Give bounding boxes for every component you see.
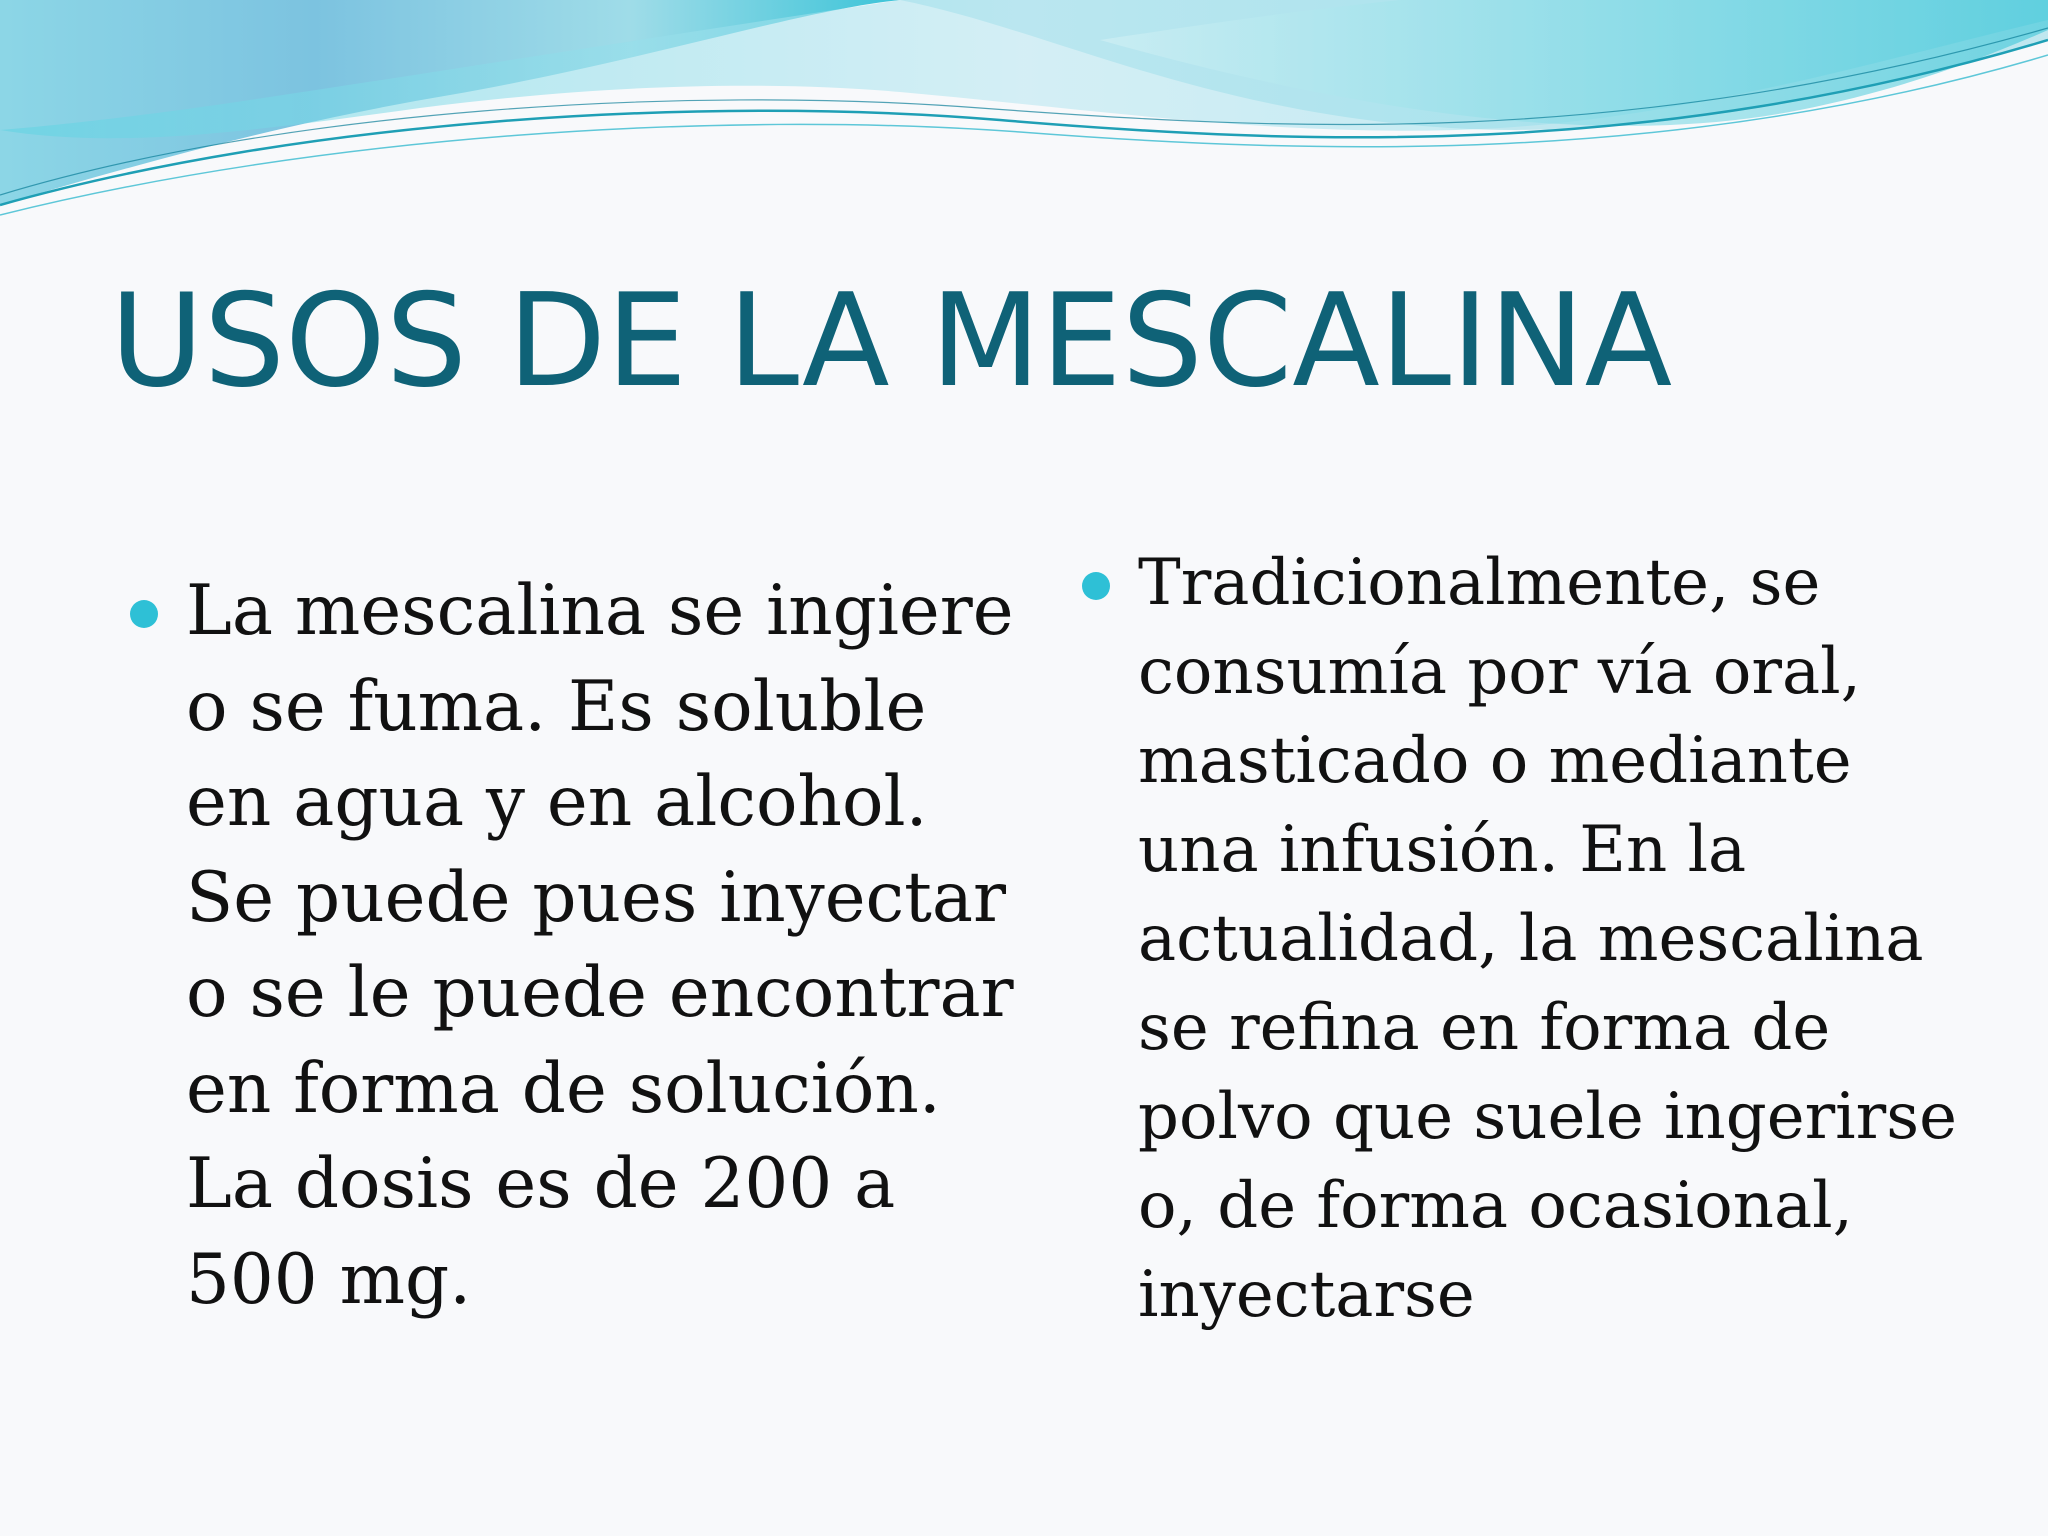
text-line: en forma de solución. [186,1048,941,1129]
text-line: 500 mg. [186,1239,472,1320]
bullet-text-left [186,564,1014,1328]
text-line: masticado o mediante [1138,724,1852,798]
text-line: Tradicionalmente, se [1138,546,1821,620]
text-line: inyectarse [1138,1258,1475,1332]
bullet-marker [130,600,158,628]
wave-header-decoration [0,0,2048,240]
text-line: La dosis es de 200 a [186,1144,896,1224]
text-line: o, de forma ocasional, [1138,1169,1853,1243]
bullet-text-right [1138,539,1998,1340]
text-line: consumía por vía oral, [1138,635,1861,709]
text-line: una infusión. En la [1138,813,1747,887]
text-line: actualidad, la mescalina [1138,902,1924,976]
text-line: Se puede pues inyectar [186,857,1007,938]
text-line: o se le puede encontrar [186,953,1014,1033]
bullet-marker [1082,572,1110,600]
text-line: polvo que suele ingerirse [1138,1080,1957,1154]
text-line: se refina en forma de [1138,991,1831,1065]
text-line: La mescalina se ingiere [186,571,1014,651]
text-line: o se fuma. Es soluble [186,666,927,747]
slide-title: USOS DE LA MESCALINA [110,267,1673,416]
text-line: en agua y en alcohol. [186,762,928,842]
